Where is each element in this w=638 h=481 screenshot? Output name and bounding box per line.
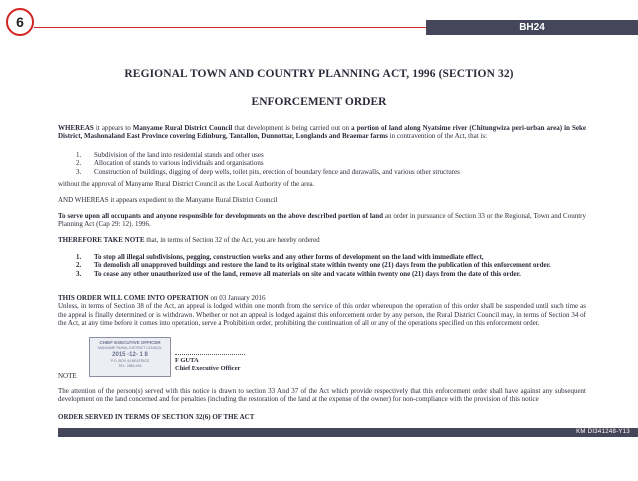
orders-list: [76, 253, 586, 278]
list-item: 2. Allocation of stands to various individuals and organisations: [76, 159, 264, 168]
header-rule: [34, 27, 426, 28]
list-item: 2. To demolish all unapproved buildings and restore the land to its original state within twenty one (21) days from the publication of this enforcement order.: [76, 261, 551, 270]
list-item: 3. To cease any other unauthorized use of the land, remove all materials on site and vacate within twenty one (21) days from the date of this order.: [76, 269, 521, 278]
document-subtitle: ENFORCEMENT ORDER: [251, 96, 387, 108]
served-under-text: ORDER SERVED IN TERMS OF SECTION 32(6) OF THE ACT: [58, 413, 255, 421]
operation-body: Unless, in terms of Section 38 of the Act, an appeal is lodged within one month from the service of this order whereupon the operation of this order shall be suspended until such time as the appeal is finally determined or is withdrawn. Whether or not an appeal is lodged against this enforcement order by any person, the Rural District Council may, in terms of Section 34 of the Act, at any time before it comes into operation, serve a Prohibition order, prohibiting the continuation of all or any of the operations specified on this enforcement order.: [58, 302, 586, 327]
serve-lead: To serve upon all occupants and anyone responsible for developments on the above described portion of land: [58, 212, 384, 220]
without-approval-text: without the approval of Manyame Rural District Council as the Local Authority of the area.: [58, 180, 315, 188]
whereas-text-1: it appears to: [93, 124, 133, 132]
signatory-name: F GUTA: [175, 357, 199, 364]
list-item: 1. To stop all illegal subdivisions, pegging, construction works and any other forms of development on the land with immediate effect,: [76, 253, 484, 261]
take-note-lead: THEREFORE TAKE NOTE: [58, 236, 145, 244]
operation-date: on 03 January 2016: [208, 294, 266, 302]
serve-rest: an order in pursuance of Section 33 or the Regional, Town and Country Planning Act (Cap 29: 12). 1996.: [58, 212, 586, 229]
page-number-badge: [6, 8, 34, 36]
section-tag-label: BH24: [519, 22, 545, 33]
list-item: 1. Subdivision of the land into residential stands and other uses: [76, 151, 264, 159]
footer-code: KM DI341248-Y13: [576, 429, 630, 435]
take-note-paragraph: [58, 236, 586, 244]
note-paragraph: The attention of the person(s) served with this notice is drawn to section 33 And 37 of the Act which provide respectively that this enforcement order shall have against any subsequent development on the land concerned and for penalties (including the restoration of the land at the expense of the owner) for non-compliance with the provision of this notice: [58, 387, 586, 404]
whereas-paragraph: [58, 124, 586, 141]
footer-bar: [58, 428, 638, 437]
take-note-rest: that, in terms of Section 32 of the Act, you are hereby ordered: [144, 236, 320, 244]
whereas-text-2: that development is being carried out on: [232, 124, 352, 132]
and-whereas-text: AND WHEREAS it appears expedient to the Manyame Rural District Council: [58, 196, 278, 204]
operation-lead: THIS ORDER WILL COME INTO OPERATION: [58, 294, 209, 302]
list-item: 3. Construction of buildings, digging of deep wells, toilet pits, erection of boundary fence and durawalls, and various other structures: [76, 167, 460, 176]
serve-paragraph: [58, 212, 586, 229]
operation-paragraph: [58, 294, 586, 327]
official-stamp: CHIEF EXECUTIVE OFFICER MANYAME RURAL DISTRICT COUNCIL 2015 -12- 1 8 P.O. BOX 44 BEATRICE TEL: 2850-434: [89, 337, 171, 377]
signatory-role: Chief Executive Officer: [175, 365, 241, 372]
document-title: REGIONAL TOWN AND COUNTRY PLANNING ACT, 1996 (SECTION 32): [124, 68, 514, 80]
section-tag: [426, 20, 638, 35]
whereas-land: a portion of land along Nyatsime river (Chitungwiza peri-urban area) in Seke District, Mashonaland East Province covering Edinburg, Tantallon, Dunnottar, Longlands and Braemar farms: [58, 124, 587, 141]
signatory-block: [175, 357, 240, 373]
contraventions-list: [76, 151, 586, 176]
whereas-lead: WHEREAS: [58, 124, 94, 132]
signature-line: [175, 354, 245, 355]
note-label: NOTE: [58, 372, 77, 380]
whereas-text-3: in contravention of the Act, that is:: [387, 132, 488, 141]
page-number: 6: [16, 14, 24, 30]
whereas-council: Manyame Rural District Council: [132, 124, 233, 132]
